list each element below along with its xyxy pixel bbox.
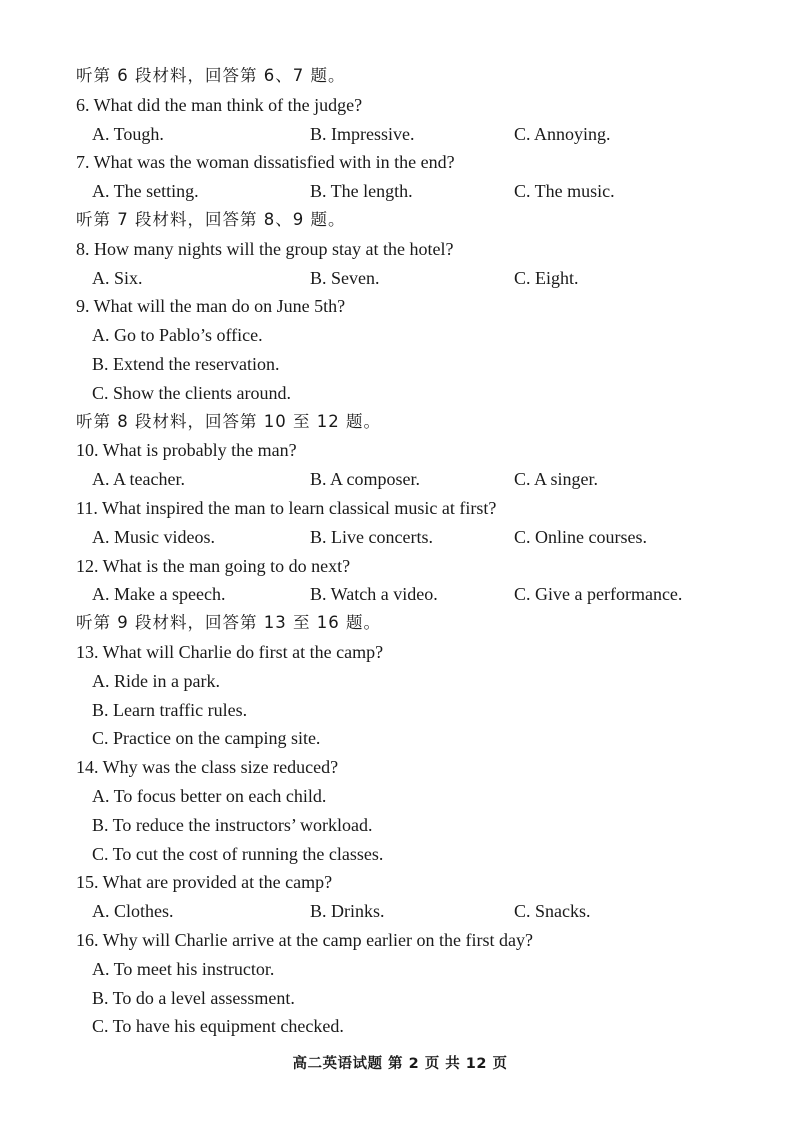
question-stem: 11. What inspired the man to learn classical music at first? [76,497,497,518]
page-footer: 高二英语试题 第 2 页 共 12 页 [292,1056,508,1072]
option-row [0,984,800,1013]
question-stem: 6. What did the man think of the judge? [76,94,363,115]
options-row [0,177,800,206]
question-stem: 16. Why will Charlie arrive at the camp earlier on the first day? [76,929,533,950]
option-row [0,840,800,869]
answer-option-b: B. Seven. [310,267,380,288]
answer-option-a: A. Make a speech. [92,584,226,605]
options-row [0,465,800,494]
answer-option: C. To have his equipment checked. [92,1016,344,1037]
answer-option: A. To meet his instructor. [92,958,275,979]
option-row [0,811,800,840]
section-instruction: 听第 9 段材料，回答第 13 至 16 题。 [76,613,381,633]
option-row [0,350,800,379]
answer-option-a: A. Tough. [92,123,164,144]
question-stem: 10. What is probably the man? [76,440,297,461]
option-row [0,379,800,408]
answer-option: C. Practice on the camping site. [92,728,321,749]
answer-option-c: C. Give a performance. [514,584,683,605]
options-row [0,264,800,293]
option-row [0,724,800,753]
answer-option-b: B. A composer. [310,469,421,490]
option-row [0,955,800,984]
answer-option-b: B. The length. [310,181,413,202]
answer-option-a: A. The setting. [92,181,199,202]
option-row [0,782,800,811]
option-row [0,1012,800,1041]
question-stem: 15. What are provided at the camp? [76,872,333,893]
question-list [0,62,800,1041]
answer-option: B. To do a level assessment. [92,987,295,1008]
question-stem: 9. What will the man do on June 5th? [76,296,346,317]
answer-option-c: C. The music. [514,181,615,202]
answer-option-b: B. Drinks. [310,901,385,922]
answer-option: A. Go to Pablo’s office. [92,325,263,346]
answer-option: A. Ride in a park. [92,670,220,691]
section-instruction: 听第 6 段材料，回答第 6、7 题。 [76,66,346,85]
answer-option-a: A. Music videos. [92,526,215,547]
answer-option: B. Extend the reservation. [92,353,280,374]
answer-option-c: C. Eight. [514,267,579,288]
answer-option-b: B. Watch a video. [310,584,438,605]
answer-option: A. To focus better on each child. [92,785,327,806]
question-stem: 14. Why was the class size reduced? [76,757,339,778]
answer-option-c: C. A singer. [514,469,599,490]
answer-option-b: B. Live concerts. [310,526,433,547]
answer-option-c: C. Annoying. [514,123,611,144]
options-row [0,120,800,149]
section-instruction: 听第 8 段材料，回答第 10 至 12 题。 [76,411,381,431]
options-row [0,897,800,926]
answer-option-c: C. Online courses. [514,526,647,547]
answer-option-a: A. A teacher. [92,469,185,490]
answer-option-b: B. Impressive. [310,123,415,144]
option-row [0,321,800,350]
option-row [0,696,800,725]
question-stem: 12. What is the man going to do next? [76,555,351,576]
answer-option: B. Learn traffic rules. [92,699,248,720]
options-row [0,523,800,552]
question-stem: 13. What will Charlie do first at the camp? [76,641,384,662]
options-row [0,580,800,609]
answer-option: C. To cut the cost of running the classes. [92,843,384,864]
option-row [0,667,800,696]
answer-option: C. Show the clients around. [92,382,291,403]
question-stem: 7. What was the woman dissatisfied with in the end? [76,152,455,173]
section-instruction: 听第 7 段材料，回答第 8、9 题。 [76,209,346,229]
answer-option-a: A. Clothes. [92,901,174,922]
answer-option-c: C. Snacks. [514,901,591,922]
answer-option-a: A. Six. [92,267,143,288]
answer-option: B. To reduce the instructors’ workload. [92,814,373,835]
question-stem: 8. How many nights will the group stay at the hotel? [76,238,454,259]
